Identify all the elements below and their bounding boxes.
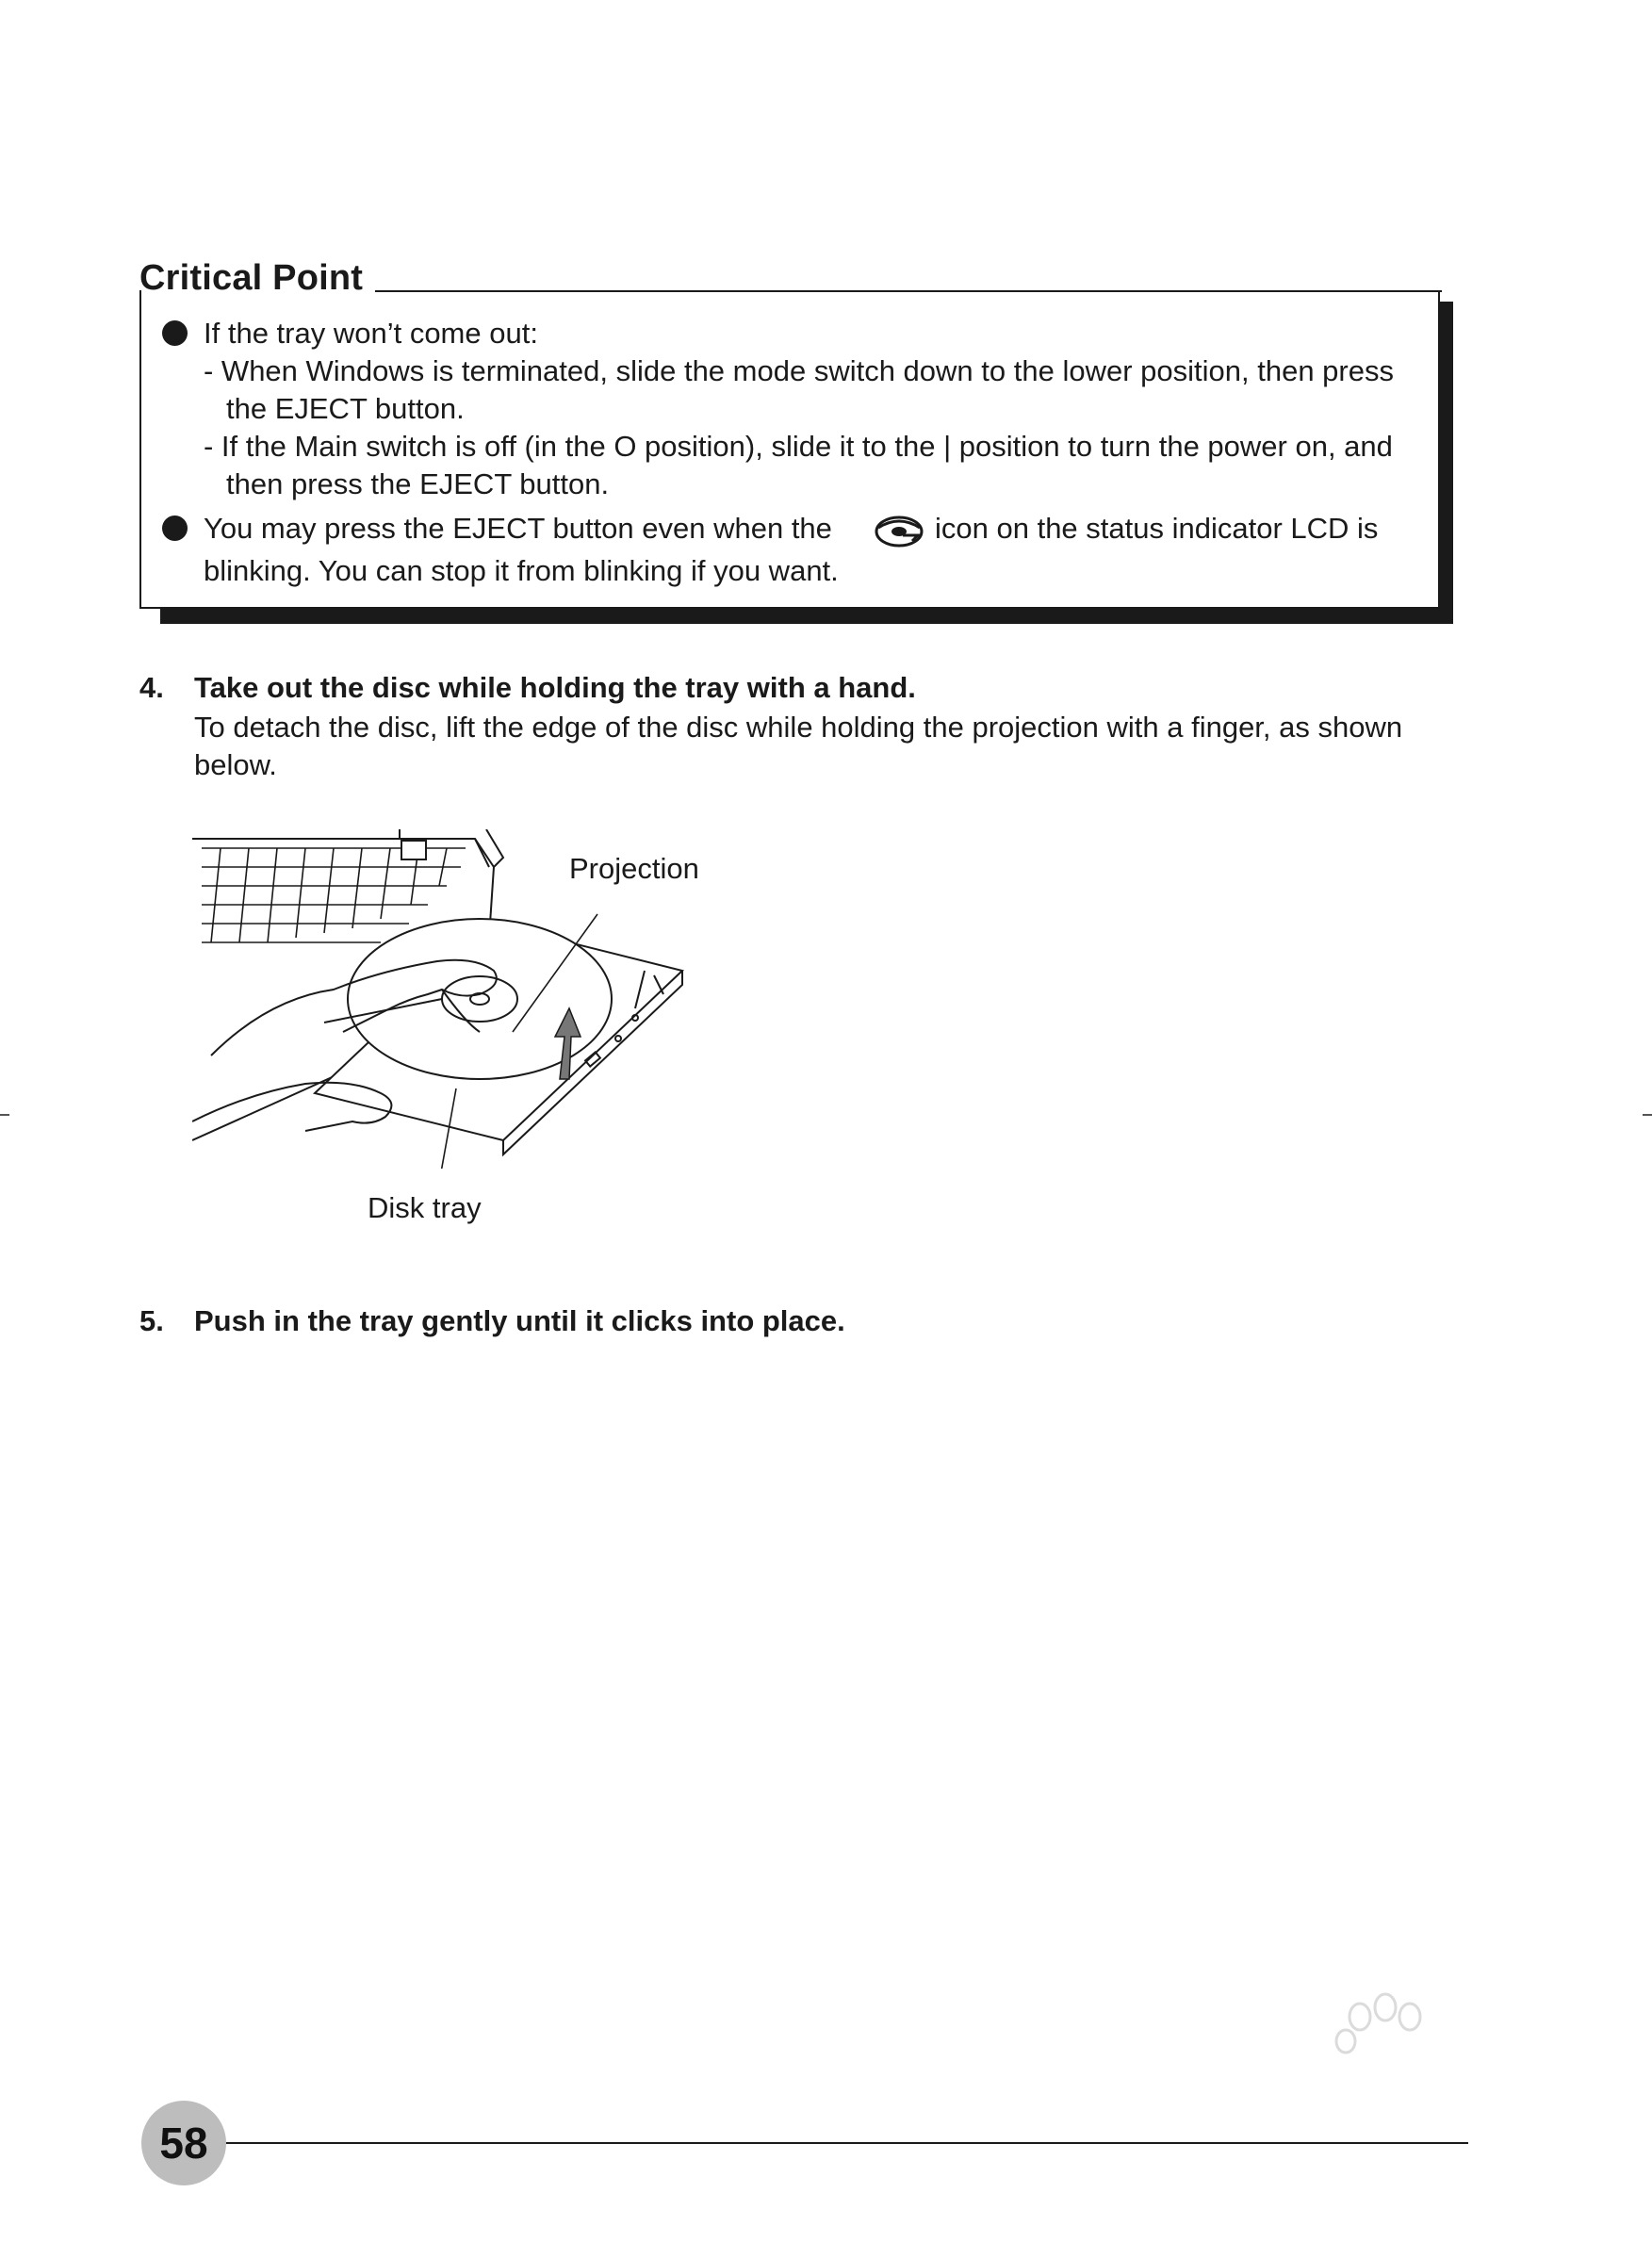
critical-sub-2-line-2: then press the EJECT button. [226,467,610,500]
critical-bullet-2-line-1a: You may press the EJECT button even when the [204,512,832,545]
step-4-body-line-1: To detach the disc, lift the edge of the disc while holding the projection with a finger, as shown [194,711,1403,744]
step-5-title: Push in the tray gently until it clicks into place. [194,1304,845,1337]
critical-bullet-1: If the tray won’t come out: [204,317,538,350]
critical-bullet-2-line-1b: icon on the status indicator LCD is [935,512,1379,545]
baidu-watermark-logo [1167,1987,1544,2175]
step-4-number: 4. [139,671,164,704]
critical-sub-1-line-1: - When Windows is terminated, slide the mode switch down to the lower position, then press [204,354,1394,387]
critical-point-title-rule [375,290,1442,292]
margin-tick [0,1114,9,1116]
critical-point-title: Critical Point [139,258,364,298]
margin-tick [1643,1114,1652,1116]
label-projection: Projection [569,852,699,885]
step-4-body-line-2: below. [194,748,277,781]
step-5-number: 5. [139,1304,164,1337]
bullet-icon [162,515,188,541]
critical-bullet-2-line-2: blinking. You can stop it from blinking if you want. [204,554,839,587]
bullet-icon [162,320,188,346]
step-4-title: Take out the disc while holding the tray with a hand. [194,671,916,704]
critical-sub-2-line-1: - If the Main switch is off (in the O position), slide it to the | position to turn the power on, and [204,430,1393,463]
page-number: 58 [141,2101,226,2185]
critical-sub-1-line-2: the EJECT button. [226,392,465,425]
disc-status-icon [875,515,924,548]
label-disk-tray: Disk tray [368,1191,482,1224]
